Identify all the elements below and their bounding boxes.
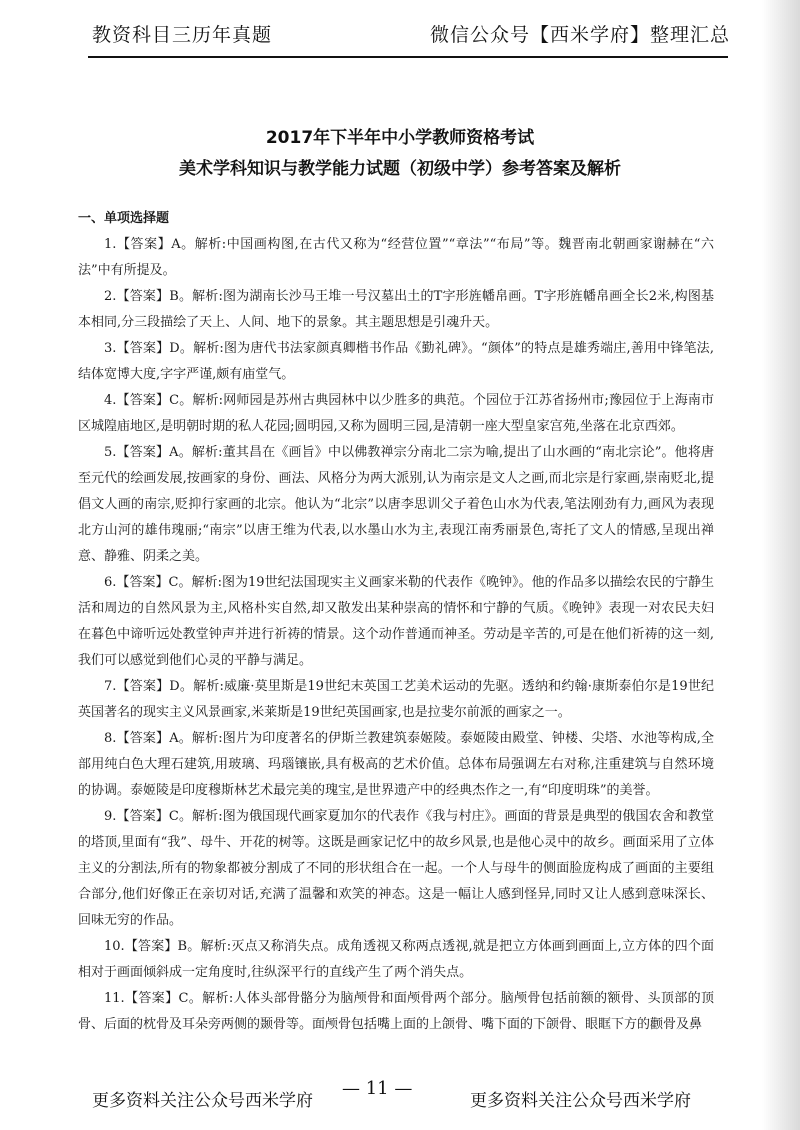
answer-item-7: 7.【答案】D。解析:威廉·莫里斯是19世纪末英国工艺美术运动的先驱。透纳和约翰·康斯泰伯尔是19世纪英国著名的现实主义风景画家,米莱斯是19世纪英国画家,也是拉斐尔前派的画家之一。 <box>78 679 714 720</box>
header-divider <box>88 56 728 58</box>
answer-list <box>78 232 714 1038</box>
answer-item-10: 10.【答案】B。解析:灭点又称消失点。成角透视又称两点透视,就是把立方体画到画面上,立方体的四个面相对于画面倾斜成一定角度时,往纵深平行的直线产生了两个消失点。 <box>78 939 714 980</box>
answer-item-6: 6.【答案】C。解析:图为19世纪法国现实主义画家米勒的代表作《晚钟》。他的作品多以描绘农民的宁静生活和周边的自然风景为主,风格朴实自然,却又散发出某种崇高的情怀和宁静的气质。《晚钟》表现一对农民夫妇在暮色中谛听远处教堂钟声并进行祈祷的情景。这个动作普通而神圣。劳动是辛苦的,可是在他们祈祷的这一刻,我们可以感觉到他们心灵的平静与满足。 <box>78 575 714 668</box>
answer-item-5: 5.【答案】A。解析:董其昌在《画旨》中以佛教禅宗分南北二宗为喻,提出了山水画的“南北宗论”。他将唐至元代的绘画发展,按画家的身份、画法、风格分为两大派别,认为南宗是文人之画,而北宗是行家画,崇南贬北,提倡文人画的南宗,贬抑行家画的北宗。他认为“北宗”以唐李思训父子着色山水为代表,笔法刚劲有力,画风为表现北方山河的雄伟瑰丽;“南宗”以唐王维为代表,以水墨山水为主,表现江南秀丽景色,寄托了文人的情感,呈现出禅意、静雅、阴柔之美。 <box>78 445 714 564</box>
section-heading: 一、单项选择题 <box>78 211 170 226</box>
page-number: — 11 — <box>342 1078 413 1099</box>
document-title: 2017年下半年中小学教师资格考试 <box>265 128 535 148</box>
answer-item-3: 3.【答案】D。解析:图为唐代书法家颜真卿楷书作品《勤礼碑》。“颜体”的特点是雄秀端庄,善用中锋笔法,结体宽博大度,字字严谨,颇有庙堂气。 <box>78 341 714 382</box>
answer-item-2: 2.【答案】B。解析:图为湖南长沙马王堆一号汉墓出土的T字形旌幡帛画。T字形旌幡帛画全长2米,构图基本相同,分三段描绘了天上、人间、地下的景象。其主题思想是引魂升天。 <box>78 289 714 330</box>
document-subtitle: 美术学科知识与教学能力试题（初级中学）参考答案及解析 <box>179 159 621 179</box>
answer-item-8: 8.【答案】A。解析:图片为印度著名的伊斯兰教建筑泰姬陵。泰姬陵由殿堂、钟楼、尖塔、水池等构成,全部用纯白色大理石建筑,用玻璃、玛瑙镶嵌,具有极高的艺术价值。总体布局强调左右对称,注重建筑与自然环境的协调。泰姬陵是印度穆斯林艺术最完美的瑰宝,是世界遗产中的经典杰作之一,有“印度明珠”的美誉。 <box>78 731 714 798</box>
answer-item-4: 4.【答案】C。解析:网师园是苏州古典园林中以少胜多的典范。个园位于江苏省扬州市;豫园位于上海南市区城隍庙地区,是明朝时期的私人花园;圆明园,又称为圆明三园,是清朝一座大型皇家宫苑,坐落在北京西郊。 <box>78 393 714 434</box>
footer-left-text: 更多资料关注公众号西米学府 <box>92 1091 313 1111</box>
answer-item-1: 1.【答案】A。解析:中国画构图,在古代又称为“经营位置”“章法”“布局”等。魏晋南北朝画家谢赫在“六法”中有所提及。 <box>78 237 714 278</box>
answer-item-9: 9.【答案】C。解析:图为俄国现代画家夏加尔的代表作《我与村庄》。画面的背景是典型的俄国农舍和教堂的塔顶,里面有“我”、母牛、开花的树等。这既是画家记忆中的故乡风景,也是他心灵中的故乡。画面采用了立体主义的分割法,所有的物象都被分割成了不同的形状组合在一起。一个人与母牛的侧面脸庞构成了画面的主要组合部分,他们好像正在亲切对话,充满了温馨和欢笑的神态。这是一幅让人感到怪异,同时又让人感到意味深长、回味无穷的作品。 <box>78 809 714 928</box>
answer-item-11: 11.【答案】C。解析:人体头部骨骼分为脑颅骨和面颅骨两个部分。脑颅骨包括前额的额骨、头顶部的顶骨、后面的枕骨及耳朵旁两侧的颞骨等。面颅骨包括嘴上面的上颌骨、嘴下面的下颌骨、眼眶下方的颧骨及鼻 <box>78 991 714 1032</box>
header-right-text: 微信公众号【西米学府】整理汇总 <box>430 24 731 46</box>
header-left-text: 教资科目三历年真题 <box>92 24 273 46</box>
footer-right-text: 更多资料关注公众号西米学府 <box>470 1091 691 1111</box>
